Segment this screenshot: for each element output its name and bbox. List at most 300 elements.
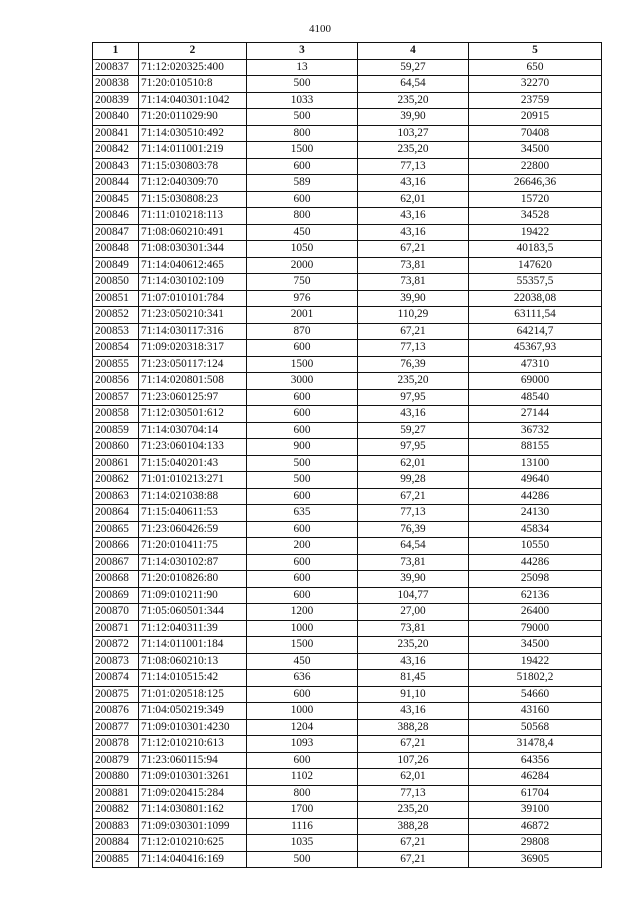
table-cell-col-4: 43,16 [358, 208, 469, 225]
table-row [93, 373, 602, 390]
table-row [93, 257, 602, 274]
table-cell-col-5: 69000 [469, 373, 602, 390]
table-row [93, 620, 602, 637]
table-cell-col-3: 635 [247, 505, 358, 522]
table-cell-col-1: 200877 [93, 719, 139, 736]
table-cell-col-2: 71:09:010301:3261 [139, 769, 247, 786]
table-cell-col-3: 600 [247, 389, 358, 406]
table-header [93, 43, 602, 60]
table-cell-col-5: 61704 [469, 785, 602, 802]
table-cell-col-2: 71:09:020415:284 [139, 785, 247, 802]
table-row [93, 736, 602, 753]
table-row [93, 785, 602, 802]
table-cell-col-2: 71:15:040201:43 [139, 455, 247, 472]
header-row [93, 43, 602, 60]
table-cell-col-4: 103,27 [358, 125, 469, 142]
table-cell-col-1: 200853 [93, 323, 139, 340]
table-cell-col-2: 71:20:010826:80 [139, 571, 247, 588]
table-cell-col-4: 64,54 [358, 76, 469, 93]
table-cell-col-2: 71:09:010301:4230 [139, 719, 247, 736]
table-row [93, 488, 602, 505]
table-row [93, 752, 602, 769]
table-cell-col-1: 200839 [93, 92, 139, 109]
table-cell-col-5: 88155 [469, 439, 602, 456]
table-cell-col-1: 200849 [93, 257, 139, 274]
table-cell-col-1: 200882 [93, 802, 139, 819]
table-cell-col-5: 45367,93 [469, 340, 602, 357]
table-cell-col-4: 73,81 [358, 620, 469, 637]
table-cell-col-5: 50568 [469, 719, 602, 736]
table-cell-col-1: 200844 [93, 175, 139, 192]
table-cell-col-2: 71:23:060426:59 [139, 521, 247, 538]
table-row [93, 422, 602, 439]
table-cell-col-1: 200864 [93, 505, 139, 522]
table-cell-col-4: 104,77 [358, 587, 469, 604]
table-cell-col-2: 71:04:050219:349 [139, 703, 247, 720]
table-cell-col-2: 71:14:011001:219 [139, 142, 247, 159]
table-cell-col-2: 71:23:060125:97 [139, 389, 247, 406]
table-cell-col-5: 25098 [469, 571, 602, 588]
table-cell-col-2: 71:01:010213:271 [139, 472, 247, 489]
table-row [93, 571, 602, 588]
table-cell-col-5: 36905 [469, 851, 602, 868]
table-cell-col-5: 24130 [469, 505, 602, 522]
table-cell-col-1: 200848 [93, 241, 139, 258]
table-cell-col-4: 388,28 [358, 818, 469, 835]
table-cell-col-4: 62,01 [358, 769, 469, 786]
table-row [93, 554, 602, 571]
table-cell-col-3: 500 [247, 851, 358, 868]
table-cell-col-4: 97,95 [358, 439, 469, 456]
table-cell-col-5: 26400 [469, 604, 602, 621]
table-cell-col-2: 71:14:030704:14 [139, 422, 247, 439]
table-cell-col-3: 600 [247, 554, 358, 571]
table-row [93, 290, 602, 307]
table-cell-col-5: 34500 [469, 637, 602, 654]
table-cell-col-2: 71:12:040309:70 [139, 175, 247, 192]
table-cell-col-2: 71:14:040416:169 [139, 851, 247, 868]
table-cell-col-5: 49640 [469, 472, 602, 489]
table-cell-col-1: 200876 [93, 703, 139, 720]
table-row [93, 241, 602, 258]
table-cell-col-2: 71:23:060104:133 [139, 439, 247, 456]
table-cell-col-1: 200870 [93, 604, 139, 621]
table-cell-col-3: 1500 [247, 637, 358, 654]
table-cell-col-4: 27,00 [358, 604, 469, 621]
table-cell-col-4: 43,16 [358, 653, 469, 670]
table-cell-col-2: 71:23:060115:94 [139, 752, 247, 769]
table-cell-col-1: 200847 [93, 224, 139, 241]
table-cell-col-2: 71:07:010101:784 [139, 290, 247, 307]
table-cell-col-1: 200884 [93, 835, 139, 852]
table-row [93, 604, 602, 621]
table-row [93, 703, 602, 720]
table-cell-col-3: 1200 [247, 604, 358, 621]
table-cell-col-5: 22800 [469, 158, 602, 175]
table-cell-col-5: 34500 [469, 142, 602, 159]
table-row [93, 637, 602, 654]
table-cell-col-3: 13 [247, 59, 358, 76]
table-cell-col-1: 200868 [93, 571, 139, 588]
table-cell-col-1: 200841 [93, 125, 139, 142]
table-cell-col-5: 48540 [469, 389, 602, 406]
table-cell-col-3: 600 [247, 752, 358, 769]
table-cell-col-5: 26646,36 [469, 175, 602, 192]
table-cell-col-4: 235,20 [358, 637, 469, 654]
table-cell-col-2: 71:14:040301:1042 [139, 92, 247, 109]
table-cell-col-4: 73,81 [358, 554, 469, 571]
table-cell-col-1: 200883 [93, 818, 139, 835]
table-cell-col-4: 59,27 [358, 422, 469, 439]
table-cell-col-5: 54660 [469, 686, 602, 703]
table-cell-col-3: 800 [247, 208, 358, 225]
table-cell-col-4: 43,16 [358, 703, 469, 720]
table-cell-col-3: 450 [247, 653, 358, 670]
table-cell-col-4: 43,16 [358, 406, 469, 423]
table-cell-col-3: 500 [247, 109, 358, 126]
table-cell-col-2: 71:14:030102:87 [139, 554, 247, 571]
table-cell-col-3: 600 [247, 406, 358, 423]
table-cell-col-3: 870 [247, 323, 358, 340]
table-cell-col-3: 1700 [247, 802, 358, 819]
table-row [93, 505, 602, 522]
table-cell-col-2: 71:12:030501:612 [139, 406, 247, 423]
header-col-5: 5 [469, 43, 602, 60]
table-cell-col-2: 71:14:030801:162 [139, 802, 247, 819]
table-cell-col-3: 1033 [247, 92, 358, 109]
table-cell-col-4: 67,21 [358, 488, 469, 505]
table-cell-col-5: 36732 [469, 422, 602, 439]
table-cell-col-4: 77,13 [358, 340, 469, 357]
table-cell-col-2: 71:23:050117:124 [139, 356, 247, 373]
table-cell-col-1: 200858 [93, 406, 139, 423]
table-cell-col-2: 71:11:010218:113 [139, 208, 247, 225]
table-cell-col-2: 71:12:020325:400 [139, 59, 247, 76]
table-cell-col-3: 1204 [247, 719, 358, 736]
table-row [93, 274, 602, 291]
table-cell-col-1: 200842 [93, 142, 139, 159]
table-cell-col-4: 107,26 [358, 752, 469, 769]
table-cell-col-5: 19422 [469, 653, 602, 670]
table-row [93, 686, 602, 703]
table-cell-col-3: 600 [247, 340, 358, 357]
table-cell-col-2: 71:08:060210:13 [139, 653, 247, 670]
table-cell-col-4: 39,90 [358, 109, 469, 126]
table-cell-col-2: 71:20:010510:8 [139, 76, 247, 93]
table-cell-col-3: 500 [247, 76, 358, 93]
table-cell-col-4: 73,81 [358, 257, 469, 274]
table-cell-col-1: 200845 [93, 191, 139, 208]
table-row [93, 142, 602, 159]
table-cell-col-5: 22038,08 [469, 290, 602, 307]
table-row [93, 719, 602, 736]
table-cell-col-3: 3000 [247, 373, 358, 390]
table-cell-col-4: 39,90 [358, 571, 469, 588]
table-row [93, 208, 602, 225]
table-cell-col-1: 200840 [93, 109, 139, 126]
table-cell-col-5: 44286 [469, 554, 602, 571]
table-cell-col-2: 71:15:030808:23 [139, 191, 247, 208]
table-cell-col-3: 600 [247, 488, 358, 505]
table-row [93, 389, 602, 406]
table-row [93, 472, 602, 489]
table-cell-col-2: 71:12:010210:613 [139, 736, 247, 753]
table-cell-col-5: 39100 [469, 802, 602, 819]
table-cell-col-4: 235,20 [358, 373, 469, 390]
table-row [93, 670, 602, 687]
table-cell-col-5: 51802,2 [469, 670, 602, 687]
table-cell-col-1: 200857 [93, 389, 139, 406]
table-cell-col-1: 200855 [93, 356, 139, 373]
table-cell-col-2: 71:14:030102:109 [139, 274, 247, 291]
table-cell-col-4: 64,54 [358, 538, 469, 555]
table-cell-col-2: 71:14:030510:492 [139, 125, 247, 142]
table-cell-col-5: 13100 [469, 455, 602, 472]
table-row [93, 76, 602, 93]
table-cell-col-3: 1050 [247, 241, 358, 258]
table-cell-col-3: 600 [247, 158, 358, 175]
table-cell-col-3: 200 [247, 538, 358, 555]
table-cell-col-2: 71:14:010515:42 [139, 670, 247, 687]
table-cell-col-5: 23759 [469, 92, 602, 109]
table-cell-col-3: 1102 [247, 769, 358, 786]
table-row [93, 538, 602, 555]
table-cell-col-5: 44286 [469, 488, 602, 505]
table-cell-col-4: 39,90 [358, 290, 469, 307]
table-cell-col-2: 71:20:010411:75 [139, 538, 247, 555]
table-cell-col-4: 77,13 [358, 785, 469, 802]
table-cell-col-1: 200850 [93, 274, 139, 291]
table-cell-col-3: 600 [247, 686, 358, 703]
table-cell-col-1: 200856 [93, 373, 139, 390]
table-cell-col-2: 71:08:030301:344 [139, 241, 247, 258]
table-row [93, 340, 602, 357]
table-cell-col-2: 71:15:040611:53 [139, 505, 247, 522]
table-cell-col-5: 34528 [469, 208, 602, 225]
page-number: 4100 [309, 23, 331, 35]
table-cell-col-4: 110,29 [358, 307, 469, 324]
table-cell-col-5: 31478,4 [469, 736, 602, 753]
table-cell-col-1: 200862 [93, 472, 139, 489]
table-row [93, 835, 602, 852]
table-cell-col-5: 62136 [469, 587, 602, 604]
table-row [93, 307, 602, 324]
table-cell-col-1: 200885 [93, 851, 139, 868]
table-cell-col-3: 976 [247, 290, 358, 307]
table-row [93, 59, 602, 76]
table-cell-col-1: 200869 [93, 587, 139, 604]
table-cell-col-1: 200879 [93, 752, 139, 769]
table-cell-col-1: 200866 [93, 538, 139, 555]
table-cell-col-3: 2000 [247, 257, 358, 274]
table-body [93, 59, 602, 868]
table-cell-col-5: 45834 [469, 521, 602, 538]
table-cell-col-2: 71:20:011029:90 [139, 109, 247, 126]
table-cell-col-1: 200863 [93, 488, 139, 505]
table-row [93, 191, 602, 208]
table-cell-col-1: 200854 [93, 340, 139, 357]
table-cell-col-3: 1035 [247, 835, 358, 852]
table-cell-col-5: 47310 [469, 356, 602, 373]
table-row [93, 439, 602, 456]
table-cell-col-5: 55357,5 [469, 274, 602, 291]
table-cell-col-5: 40183,5 [469, 241, 602, 258]
table-row [93, 109, 602, 126]
table-cell-col-4: 62,01 [358, 455, 469, 472]
table-cell-col-4: 67,21 [358, 241, 469, 258]
table-row [93, 356, 602, 373]
table-cell-col-3: 1093 [247, 736, 358, 753]
table-cell-col-5: 64214,7 [469, 323, 602, 340]
table-cell-col-1: 200852 [93, 307, 139, 324]
table-cell-col-5: 650 [469, 59, 602, 76]
table-cell-col-3: 450 [247, 224, 358, 241]
table-cell-col-1: 200859 [93, 422, 139, 439]
table-cell-col-5: 63111,54 [469, 307, 602, 324]
table-cell-col-4: 91,10 [358, 686, 469, 703]
table-cell-col-4: 81,45 [358, 670, 469, 687]
table-cell-col-2: 71:15:030803:78 [139, 158, 247, 175]
table-cell-col-4: 43,16 [358, 224, 469, 241]
table-cell-col-1: 200851 [93, 290, 139, 307]
table-cell-col-4: 76,39 [358, 521, 469, 538]
table-row [93, 175, 602, 192]
table-cell-col-3: 1000 [247, 620, 358, 637]
table-cell-col-2: 71:09:010211:90 [139, 587, 247, 604]
table-cell-col-4: 77,13 [358, 158, 469, 175]
header-col-4: 4 [358, 43, 469, 60]
table-row [93, 158, 602, 175]
header-col-2: 2 [139, 43, 247, 60]
table-cell-col-5: 19422 [469, 224, 602, 241]
table-cell-col-3: 600 [247, 587, 358, 604]
table-row [93, 587, 602, 604]
table-cell-col-5: 147620 [469, 257, 602, 274]
table-cell-col-3: 500 [247, 472, 358, 489]
table-cell-col-5: 29808 [469, 835, 602, 852]
table-cell-col-3: 636 [247, 670, 358, 687]
table-cell-col-2: 71:01:020518:125 [139, 686, 247, 703]
table-cell-col-5: 70408 [469, 125, 602, 142]
header-col-3: 3 [247, 43, 358, 60]
table-cell-col-5: 10550 [469, 538, 602, 555]
table-cell-col-2: 71:05:060501:344 [139, 604, 247, 621]
table-cell-col-1: 200872 [93, 637, 139, 654]
table-cell-col-4: 67,21 [358, 835, 469, 852]
table-cell-col-2: 71:23:050210:341 [139, 307, 247, 324]
table-cell-col-1: 200846 [93, 208, 139, 225]
table-cell-col-3: 600 [247, 571, 358, 588]
table-cell-col-1: 200861 [93, 455, 139, 472]
table-cell-col-5: 64356 [469, 752, 602, 769]
table-cell-col-3: 800 [247, 785, 358, 802]
table-cell-col-1: 200843 [93, 158, 139, 175]
table-cell-col-5: 15720 [469, 191, 602, 208]
table-cell-col-3: 800 [247, 125, 358, 142]
table-cell-col-4: 62,01 [358, 191, 469, 208]
table-cell-col-4: 99,28 [358, 472, 469, 489]
table-cell-col-3: 1500 [247, 356, 358, 373]
table-row [93, 769, 602, 786]
table-cell-col-1: 200871 [93, 620, 139, 637]
table-row [93, 653, 602, 670]
table-row [93, 455, 602, 472]
table-cell-col-1: 200838 [93, 76, 139, 93]
table-cell-col-2: 71:09:030301:1099 [139, 818, 247, 835]
table-cell-col-3: 900 [247, 439, 358, 456]
table-cell-col-5: 46284 [469, 769, 602, 786]
header-col-1: 1 [93, 43, 139, 60]
table-row [93, 802, 602, 819]
table-cell-col-4: 77,13 [358, 505, 469, 522]
table-cell-col-1: 200837 [93, 59, 139, 76]
table-cell-col-4: 67,21 [358, 736, 469, 753]
table-cell-col-5: 79000 [469, 620, 602, 637]
table-cell-col-5: 32270 [469, 76, 602, 93]
table-row [93, 224, 602, 241]
table-cell-col-4: 235,20 [358, 92, 469, 109]
table-cell-col-3: 1500 [247, 142, 358, 159]
table-cell-col-4: 67,21 [358, 323, 469, 340]
table-cell-col-3: 600 [247, 191, 358, 208]
table-cell-col-2: 71:12:010210:625 [139, 835, 247, 852]
table-cell-col-4: 67,21 [358, 851, 469, 868]
table-cell-col-4: 235,20 [358, 802, 469, 819]
table-cell-col-2: 71:08:060210:491 [139, 224, 247, 241]
table-row [93, 818, 602, 835]
table-cell-col-4: 235,20 [358, 142, 469, 159]
table-cell-col-2: 71:14:040612:465 [139, 257, 247, 274]
table-cell-col-1: 200873 [93, 653, 139, 670]
table-cell-col-3: 600 [247, 422, 358, 439]
table-cell-col-4: 76,39 [358, 356, 469, 373]
table-row [93, 851, 602, 868]
table-cell-col-4: 43,16 [358, 175, 469, 192]
table-cell-col-1: 200874 [93, 670, 139, 687]
table-cell-col-1: 200878 [93, 736, 139, 753]
table-cell-col-2: 71:12:040311:39 [139, 620, 247, 637]
table-cell-col-1: 200875 [93, 686, 139, 703]
table-cell-col-2: 71:14:021038:88 [139, 488, 247, 505]
table-cell-col-4: 73,81 [358, 274, 469, 291]
table-cell-col-2: 71:09:020318:317 [139, 340, 247, 357]
table-cell-col-2: 71:14:020801:508 [139, 373, 247, 390]
table-row [93, 323, 602, 340]
table-cell-col-2: 71:14:030117:316 [139, 323, 247, 340]
table-cell-col-3: 1116 [247, 818, 358, 835]
data-table-container [92, 42, 601, 868]
table-cell-col-1: 200865 [93, 521, 139, 538]
table-cell-col-4: 59,27 [358, 59, 469, 76]
data-table [92, 42, 602, 868]
table-cell-col-1: 200867 [93, 554, 139, 571]
table-cell-col-3: 2001 [247, 307, 358, 324]
table-cell-col-5: 20915 [469, 109, 602, 126]
table-cell-col-1: 200880 [93, 769, 139, 786]
table-cell-col-3: 1000 [247, 703, 358, 720]
table-cell-col-5: 46872 [469, 818, 602, 835]
table-cell-col-3: 750 [247, 274, 358, 291]
table-cell-col-3: 600 [247, 521, 358, 538]
table-cell-col-5: 27144 [469, 406, 602, 423]
table-row [93, 521, 602, 538]
table-row [93, 125, 602, 142]
table-cell-col-3: 589 [247, 175, 358, 192]
table-cell-col-2: 71:14:011001:184 [139, 637, 247, 654]
table-cell-col-1: 200860 [93, 439, 139, 456]
table-row [93, 406, 602, 423]
table-row [93, 92, 602, 109]
